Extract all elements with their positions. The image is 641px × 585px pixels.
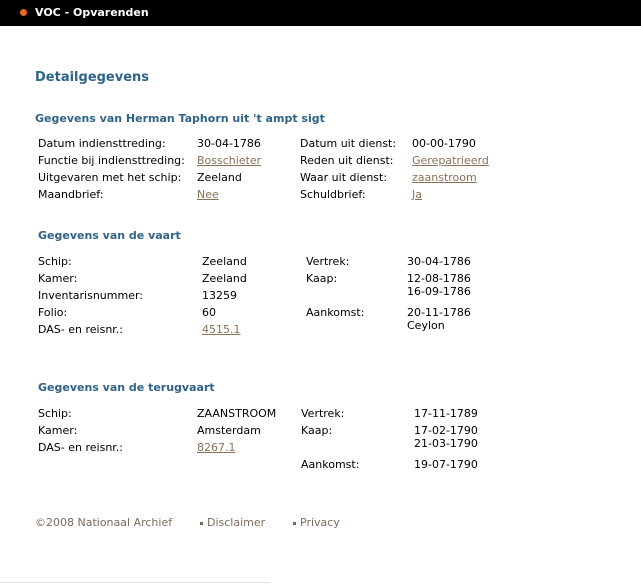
label-reden-uit-dienst: Reden uit dienst:: [300, 154, 394, 167]
link-schuldbrief[interactable]: Ja: [412, 188, 422, 201]
window-title: VOC - Opvarenden: [35, 6, 149, 19]
vaart-value-kaap-2: 16-09-1786: [407, 285, 471, 298]
vaart-value-aankomst: 20-11-1786: [407, 306, 471, 319]
label-datum-uit-dienst: Datum uit dienst:: [300, 137, 397, 150]
value-datum-uit-dienst: 00-00-1790: [412, 137, 476, 150]
terugvaart-value-vertrek: 17-11-1789: [414, 407, 478, 420]
terugvaart-label-schip: Schip:: [38, 407, 72, 420]
terugvaart-label-kaap: Kaap:: [301, 424, 333, 437]
terugvaart-value-aankomst: 19-07-1790: [414, 458, 478, 471]
terugvaart-value-kamer: Amsterdam: [197, 424, 261, 437]
title-bar: [0, 0, 641, 26]
vaart-label-kaap: Kaap:: [306, 272, 338, 285]
footer-privacy-label: Privacy: [300, 516, 340, 529]
terugvaart-label-kamer: Kamer:: [38, 424, 78, 437]
terugvaart-link-das[interactable]: 8267.1: [197, 441, 236, 454]
vaart-label-kamer: Kamer:: [38, 272, 78, 285]
footer-copyright: ©2008 Nationaal Archief: [35, 516, 173, 529]
label-schuldbrief: Schuldbrief:: [300, 188, 366, 201]
terugvaart-heading: Gegevens van de terugvaart: [38, 381, 215, 394]
vaart-value-folio: 60: [202, 306, 216, 319]
vaart-label-vertrek: Vertrek:: [306, 255, 350, 268]
terugvaart-value-kaap-1: 17-02-1790: [414, 424, 478, 437]
page-title: Detailgegevens: [35, 70, 150, 85]
terugvaart-label-das: DAS- en reisnr.:: [38, 441, 124, 454]
terugvaart-value-schip: ZAANSTROOM: [197, 407, 277, 420]
label-maandbrief: Maandbrief:: [38, 188, 104, 201]
vaart-label-aankomst: Aankomst:: [306, 306, 365, 319]
vaart-label-inventarisnummer: Inventarisnummer:: [38, 289, 144, 302]
footer-disclaimer-label: Disclaimer: [207, 516, 266, 529]
label-uitgevaren-schip: Uitgevaren met het schip:: [38, 171, 182, 184]
label-functie: Functie bij indiensttreding:: [38, 154, 185, 167]
bullet-icon: [293, 522, 296, 525]
link-functie[interactable]: Bosschieter: [197, 154, 262, 167]
vaart-link-das[interactable]: 4515.1: [202, 323, 241, 336]
footer-disclaimer-link[interactable]: [200, 516, 265, 529]
vaart-label-das: DAS- en reisnr.:: [38, 323, 124, 336]
label-waar-uit-dienst: Waar uit dienst:: [300, 171, 388, 184]
vaart-label-folio: Folio:: [38, 306, 68, 319]
terugvaart-label-vertrek: Vertrek:: [301, 407, 345, 420]
vaart-value-kaap-1: 12-08-1786: [407, 272, 471, 285]
person-heading: Gegevens van Herman Taphorn uit 't ampt sigt: [35, 112, 325, 125]
label-datum-indiensttreding: Datum indiensttreding:: [38, 137, 166, 150]
link-waar-uit-dienst[interactable]: zaanstroom: [412, 171, 477, 184]
value-uitgevaren-schip: Zeeland: [197, 171, 242, 184]
vaart-heading: Gegevens van de vaart: [38, 229, 181, 242]
terugvaart-label-aankomst: Aankomst:: [301, 458, 360, 471]
vaart-value-schip: Zeeland: [202, 255, 247, 268]
vaart-label-schip: Schip:: [38, 255, 72, 268]
link-reden-uit-dienst[interactable]: Gerepatrieerd: [412, 154, 489, 167]
bottom-divider: [0, 582, 270, 583]
footer-privacy-link[interactable]: [293, 516, 340, 529]
terugvaart-value-kaap-2: 21-03-1790: [414, 437, 478, 450]
status-dot-icon: [20, 9, 27, 16]
link-maandbrief[interactable]: Nee: [197, 188, 219, 201]
bullet-icon: [200, 522, 203, 525]
value-datum-indiensttreding: 30-04-1786: [197, 137, 261, 150]
vaart-value-aankomst-plaats: Ceylon: [407, 319, 445, 332]
vaart-value-kamer: Zeeland: [202, 272, 247, 285]
vaart-value-inventarisnummer: 13259: [202, 289, 237, 302]
vaart-value-vertrek: 30-04-1786: [407, 255, 471, 268]
